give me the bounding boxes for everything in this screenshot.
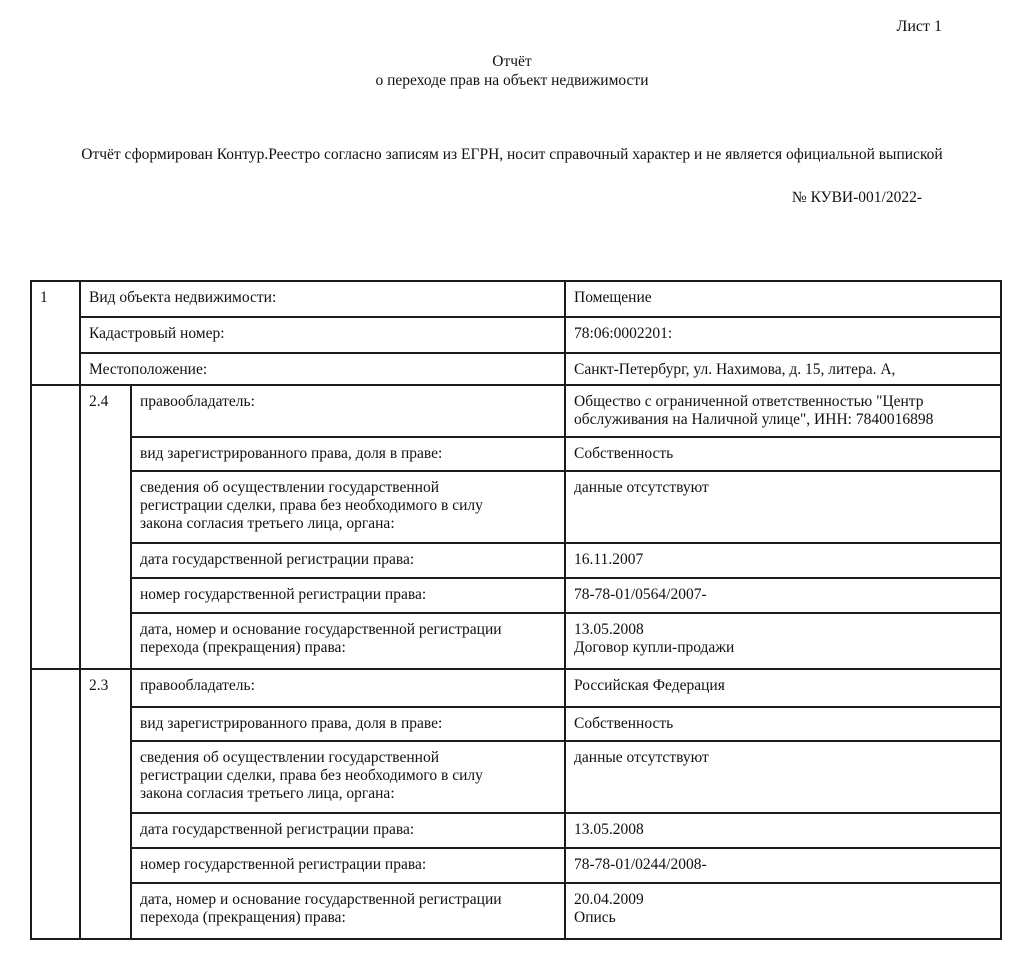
table-row	[31, 848, 1001, 883]
table-row	[31, 707, 1001, 741]
label-line: закона согласия третьего лица, органа:	[140, 785, 395, 802]
report-heading	[0, 52, 1024, 90]
value-line: 13.05.2008	[574, 621, 644, 638]
report-subtitle: о переходе прав на объект недвижимости	[375, 72, 649, 89]
table-row	[31, 578, 1001, 613]
table-row	[31, 813, 1001, 848]
object-field-value: 78:06:0002201:	[565, 317, 1001, 353]
object-field-label: Кадастровый номер:	[80, 317, 565, 353]
table-row	[31, 543, 1001, 578]
right-field-label: дата государственной регистрации права:	[131, 543, 565, 578]
label-line: сведения об осуществлении государственной	[140, 479, 440, 496]
object-field-label: Местоположение:	[80, 353, 565, 385]
table-row	[31, 353, 1001, 385]
right-number: 2.4	[80, 385, 131, 669]
right-field-value: данные отсутствуют	[565, 741, 1001, 813]
table-row	[31, 471, 1001, 543]
label-line: дата, номер и основание государственной регистрации	[140, 621, 502, 638]
object-field-value: Санкт-Петербург, ул. Нахимова, д. 15, литера. А,	[565, 353, 1001, 385]
table-row	[31, 883, 1001, 939]
table-row	[31, 281, 1001, 317]
right-field-value: Российская Федерация	[565, 669, 1001, 707]
label-line: сведения об осуществлении государственной	[140, 749, 440, 766]
value-line: обслуживания на Наличной улице", ИНН: 7840016898	[574, 411, 934, 428]
right-field-label	[131, 471, 565, 543]
right-field-label: вид зарегистрированного права, доля в праве:	[131, 437, 565, 471]
object-field-label: Вид объекта недвижимости:	[80, 281, 565, 317]
right-field-label: правообладатель:	[131, 669, 565, 707]
right-field-value	[565, 613, 1001, 669]
table-row	[31, 385, 1001, 437]
table-row	[31, 437, 1001, 471]
sheet-number: Лист 1	[896, 18, 942, 35]
right-field-label: правообладатель:	[131, 385, 565, 437]
value-line: Опись	[574, 909, 616, 926]
object-index: 1	[31, 281, 80, 385]
right-field-label	[131, 741, 565, 813]
right-field-label	[131, 883, 565, 939]
table-row	[31, 613, 1001, 669]
right-field-label: дата государственной регистрации права:	[131, 813, 565, 848]
table-row	[31, 317, 1001, 353]
report-disclaimer: Отчёт сформирован Контур.Реестро согласно записям из ЕГРН, носит справочный характер и не является официальной выпиской	[81, 146, 943, 163]
value-line: Договор купли-продажи	[574, 639, 735, 656]
right-field-label: вид зарегистрированного права, доля в праве:	[131, 707, 565, 741]
value-line: Общество с ограниченной ответственностью "Центр	[574, 393, 924, 410]
right-field-value: 78-78-01/0244/2008-	[565, 848, 1001, 883]
right-field-value: Собственность	[565, 437, 1001, 471]
right-field-label: номер государственной регистрации права:	[131, 578, 565, 613]
label-line: регистрации сделки, права без необходимого в силу	[140, 767, 483, 784]
object-field-value: Помещение	[565, 281, 1001, 317]
right-field-value: Собственность	[565, 707, 1001, 741]
table-row	[31, 669, 1001, 707]
label-line: перехода (прекращения) права:	[140, 639, 346, 656]
right-field-label: номер государственной регистрации права:	[131, 848, 565, 883]
right-field-value: 78-78-01/0564/2007-	[565, 578, 1001, 613]
right-field-value: данные отсутствуют	[565, 471, 1001, 543]
label-line: дата, номер и основание государственной регистрации	[140, 891, 502, 908]
label-line: закона согласия третьего лица, органа:	[140, 515, 395, 532]
value-line: 20.04.2009	[574, 891, 644, 908]
transfer-report-table	[30, 280, 1002, 940]
table-row	[31, 741, 1001, 813]
report-title: Отчёт	[492, 53, 532, 70]
right-field-value: 16.11.2007	[565, 543, 1001, 578]
group-spacer-cell	[31, 669, 80, 939]
right-field-value: 13.05.2008	[565, 813, 1001, 848]
right-field-label	[131, 613, 565, 669]
label-line: регистрации сделки, права без необходимого в силу	[140, 497, 483, 514]
document-number: № КУВИ-001/2022-	[791, 189, 922, 206]
right-field-value	[565, 883, 1001, 939]
group-spacer-cell	[31, 385, 80, 669]
label-line: перехода (прекращения) права:	[140, 909, 346, 926]
right-number: 2.3	[80, 669, 131, 939]
right-field-value	[565, 385, 1001, 437]
